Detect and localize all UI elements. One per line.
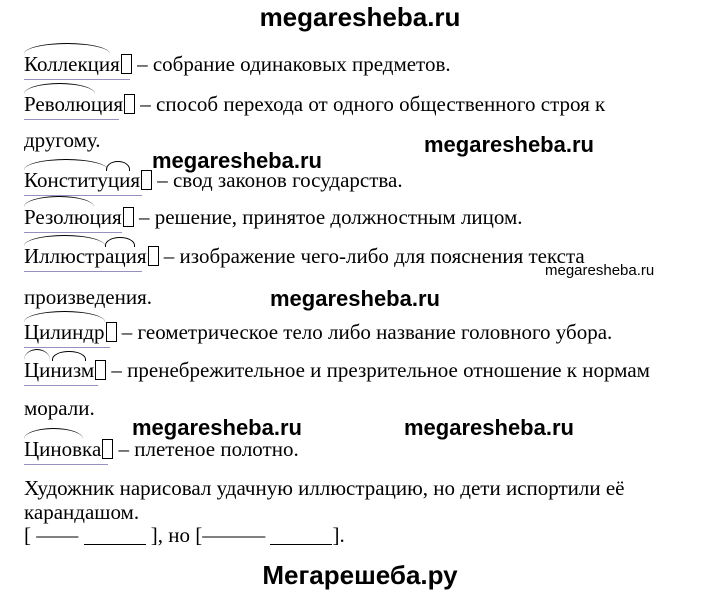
predicate-blank-1 [84,530,146,545]
entry-continuation [24,128,101,152]
entry-tsilindr [24,320,612,344]
ending-box [141,170,152,190]
sentence-line-1: Художник нарисовал удачную иллюстрацию, но дети испортили её [24,476,625,500]
entry-tsinovka [24,437,299,461]
watermark-mid-5: megaresheba.ru [404,415,574,440]
watermark-mid-2: megaresheba.ru [152,148,322,173]
word-tsinovka: Циновка [24,437,101,461]
word-revolyutsiya: Революция [24,92,123,116]
word-konstitutsiya: Конституция [24,168,140,192]
entry-tsinizm [24,358,650,382]
watermark-bottom: Мегарешеба.ру [262,560,458,590]
word-kollektsiya: Коллекция [24,52,120,76]
watermark-mid-1: megaresheba.ru [424,132,594,157]
word-tsilindr: Цилиндр [24,320,105,344]
scheme-open: [ —— [24,523,79,547]
word-illyustratsiya: Иллюстрация [24,244,147,268]
watermark-mid-4: megaresheba.ru [132,415,302,440]
definition-text: – свод законов государства. [151,168,403,192]
ending-box [102,439,113,459]
scheme-mid: ], но [——— [150,523,266,547]
watermark-top: megaresheba.ru [259,2,461,32]
ending-box [106,322,117,342]
definition-text: – решение, принятое должностным лицом. [133,205,523,229]
definition-text: морали. [24,396,95,420]
sentence-line-2: карандашом. [24,500,140,524]
predicate-blank-2 [270,530,332,545]
ending-box [123,207,134,227]
entry-kollektsiya [24,52,451,76]
ending-box [124,94,135,114]
watermark-mid-3: megaresheba.ru [270,286,440,311]
entry-revolyutsiya [24,92,605,116]
definition-text: – способ перехода от одного общественного строя к [135,92,606,116]
entry-illyustratsiya [24,244,585,268]
definition-text: – изображение чего-либо для пояснения текста [158,244,585,268]
definition-text: – плетеное полотно. [113,437,299,461]
definition-text: – геометрическое тело либо название головного убора. [116,320,613,344]
sentence-scheme [24,523,345,548]
word-rezolyutsiya: Резолюция [24,205,122,229]
entry-continuation [24,396,95,420]
entry-continuation [24,285,152,309]
definition-text: – пренебрежительное и презрительное отношение к нормам [106,358,650,382]
definition-text: произведения. [24,285,152,309]
ending-box [121,54,132,74]
ending-box [95,360,106,380]
watermark-small: megaresheba.ru [545,262,655,279]
entry-rezolyutsiya [24,205,523,229]
word-tsinizm: Цинизм [24,358,94,382]
definition-text: другому. [24,128,101,152]
definition-text: – собрание одинаковых предметов. [131,52,451,76]
scheme-close: ]. [332,523,345,547]
ending-box [148,246,159,266]
